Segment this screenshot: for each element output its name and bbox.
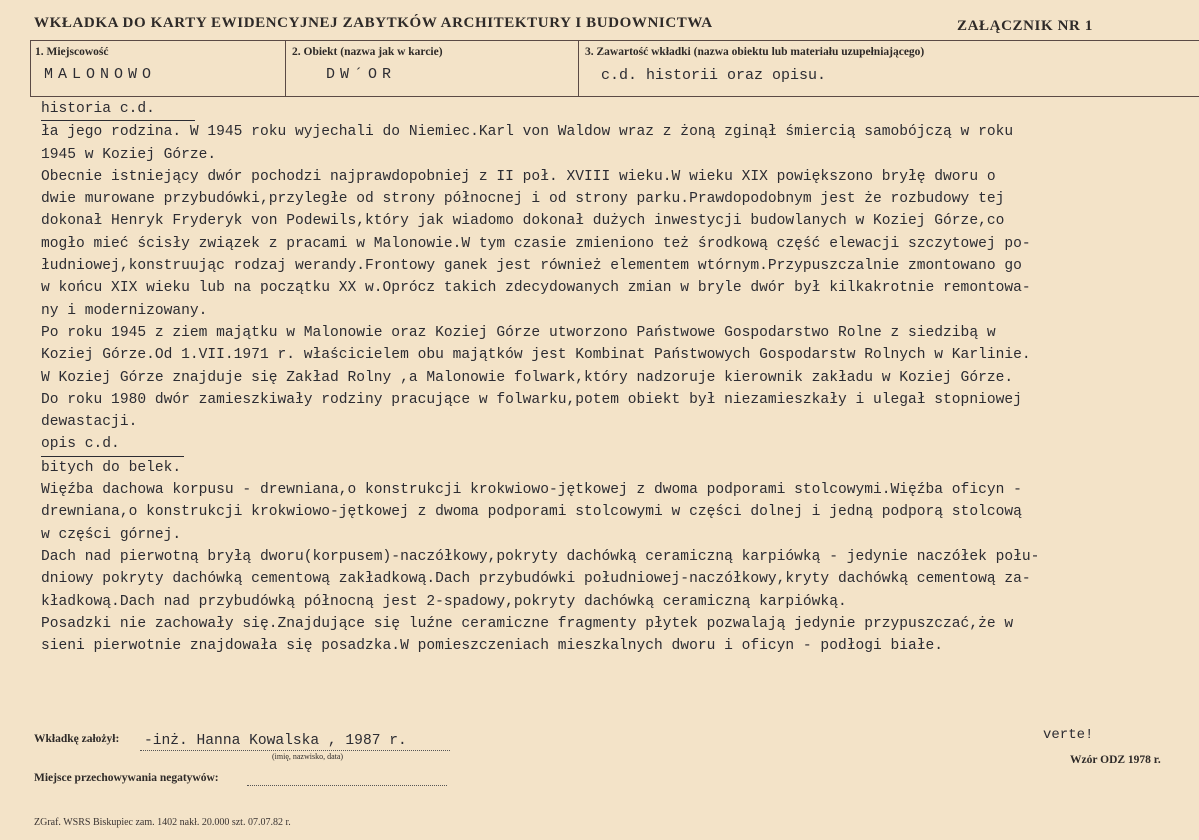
form-pattern: Wzór ODZ 1978 r. bbox=[1070, 754, 1161, 766]
field-2-label: 2. Obiekt (nazwa jak w karcie) bbox=[292, 46, 443, 58]
storage-label: Miejsce przechowywania negatywów: bbox=[34, 772, 219, 784]
history-line: dwie murowane przybudówki,przyległe od strony północnej i od strony parku.Prawdopodobnym jest że rozbudowy tej bbox=[41, 191, 1005, 208]
description-line: kładkową.Dach nad przybudówką północną jest 2-spadowy,pokryty dachówką ceramiczną karpiówką. bbox=[41, 593, 847, 610]
description-line: Dach nad pierwotną bryłą dworu(korpusem)-naczółkowy,pokryty dachówką ceramiczną karpiówką - jedynie naczółek połu- bbox=[41, 548, 1040, 565]
author-hint: (imię, nazwisko, data) bbox=[272, 752, 344, 761]
author-dotted-line bbox=[140, 749, 450, 751]
header-rule bbox=[30, 40, 1199, 41]
history-line: W Koziej Górze znajduje się Zakład Rolny ,a Malonowie folwark,który nadzoruje kierownik zakładu w Koziej Górze. bbox=[41, 369, 1014, 386]
field-1-value: MALONOWO bbox=[44, 66, 157, 83]
history-heading: historia c.d. bbox=[41, 98, 195, 121]
description-line: sieni pierwotnie znajdowała się posadzka.W pomieszczeniach mieszkalnych dworu i oficyn - podłogi białe. bbox=[41, 638, 944, 655]
description-line: dniowy pokryty dachówką cementową zakładkową.Dach przybudówki południowej-naczółkowy,kryty dachówką cementową za- bbox=[41, 571, 1031, 588]
description-line: Więźba dachowa korpusu - drewniana,o konstrukcji krokwiowo-jętkowej z dwoma podporami stolcowymi.Więźba oficyn - bbox=[41, 482, 1022, 499]
history-line: w końcu XIX wieku lub na początku XX w.Oprócz takich zdecydowanych zmian w bryle dwór był kilkakrotnie remontowa- bbox=[41, 280, 1031, 297]
history-line: mogło mieć ścisły związek z pracami w Malonowie.W tym czasie zmieniono też środkową część elewacji szczytowej po- bbox=[41, 235, 1031, 252]
author-label: Wkładkę założył: bbox=[34, 733, 120, 745]
description-line: bitych do belek. bbox=[41, 459, 182, 476]
description-line: drewniana,o konstrukcji krokwiowo-jętkowej z dwoma podporami stolcowymi w części dolnej i jedną podporą stolcową bbox=[41, 504, 1022, 521]
history-line: Koziej Górze.Od 1.VII.1971 r. właścicielem obu majątków jest Kombinat Państwowych Gospodarstw Rolnych w Karlinie. bbox=[41, 347, 1031, 364]
field-1-label: 1. Miejscowość bbox=[35, 46, 109, 58]
history-line: dokonał Henryk Fryderyk von Podewils,który jak wiadomo dokonał dużych inwestycji budowlanych w Koziej Górze,co bbox=[41, 213, 1005, 230]
storage-dotted-line bbox=[247, 784, 447, 786]
form-title: WKŁADKA DO KARTY EWIDENCYJNEJ ZABYTKÓW ARCHITEKTURY I BUDOWNICTWA bbox=[34, 15, 713, 31]
field-3-label: 3. Zawartość wkładki (nazwa obiektu lub materiału uzupełniającego) bbox=[585, 46, 925, 58]
field-divider-2 bbox=[578, 40, 579, 96]
description-heading: opis c.d. bbox=[41, 433, 184, 456]
history-line: łudniowej,konstruując rodzaj werandy.Frontowy ganek jest również elementem wtórnym.Przypuszczalnie zmontowano go bbox=[41, 258, 1022, 275]
history-line: ła jego rodzina. W 1945 roku wyjechali do Niemiec.Karl von Waldow wraz z żoną zginął śmiercią samobójczą w roku bbox=[41, 124, 1014, 141]
annex-number: ZAŁĄCZNIK NR 1 bbox=[957, 18, 1093, 34]
printer-note: ZGraf. WSRS Biskupiec zam. 1402 nakł. 20.000 szt. 07.07.82 r. bbox=[34, 817, 291, 828]
history-line: 1945 w Koziej Górze. bbox=[41, 146, 217, 163]
history-line: Obecnie istniejący dwór pochodzi najprawdopobniej z II poł. XVIII wieku.W wieku XIX powiększono bryłę dworu o bbox=[41, 168, 996, 185]
history-line: Do roku 1980 dwór zamieszkiwały rodziny pracujące w folwarku,potem obiekt był niezamieszkały i ulegał stopniowej bbox=[41, 391, 1022, 408]
description-line: w części górnej. bbox=[41, 526, 182, 543]
description-line: Posadzki nie zachowały się.Znajdujące się luźne ceramiczne fragmenty płytek pozwalają jedynie przypuszczać,że w bbox=[41, 615, 1014, 632]
history-line: dewastacji. bbox=[41, 414, 138, 431]
typed-body bbox=[41, 98, 1199, 657]
field-divider-1 bbox=[285, 40, 286, 96]
author-value: -inż. Hanna Kowalska , 1987 r. bbox=[144, 733, 407, 749]
verte-note: verte! bbox=[1043, 727, 1094, 743]
history-line: Po roku 1945 z ziem majątku w Malonowie oraz Koziej Górze utworzono Państwowe Gospodarstwo Rolne z siedzibą w bbox=[41, 324, 996, 341]
left-rule bbox=[30, 40, 31, 96]
field-2-value: DW´OR bbox=[326, 66, 397, 83]
field-3-value: c.d. historii oraz opisu. bbox=[601, 67, 827, 84]
fields-bottom-rule bbox=[30, 96, 1199, 97]
history-line: ny i modernizowany. bbox=[41, 302, 208, 319]
